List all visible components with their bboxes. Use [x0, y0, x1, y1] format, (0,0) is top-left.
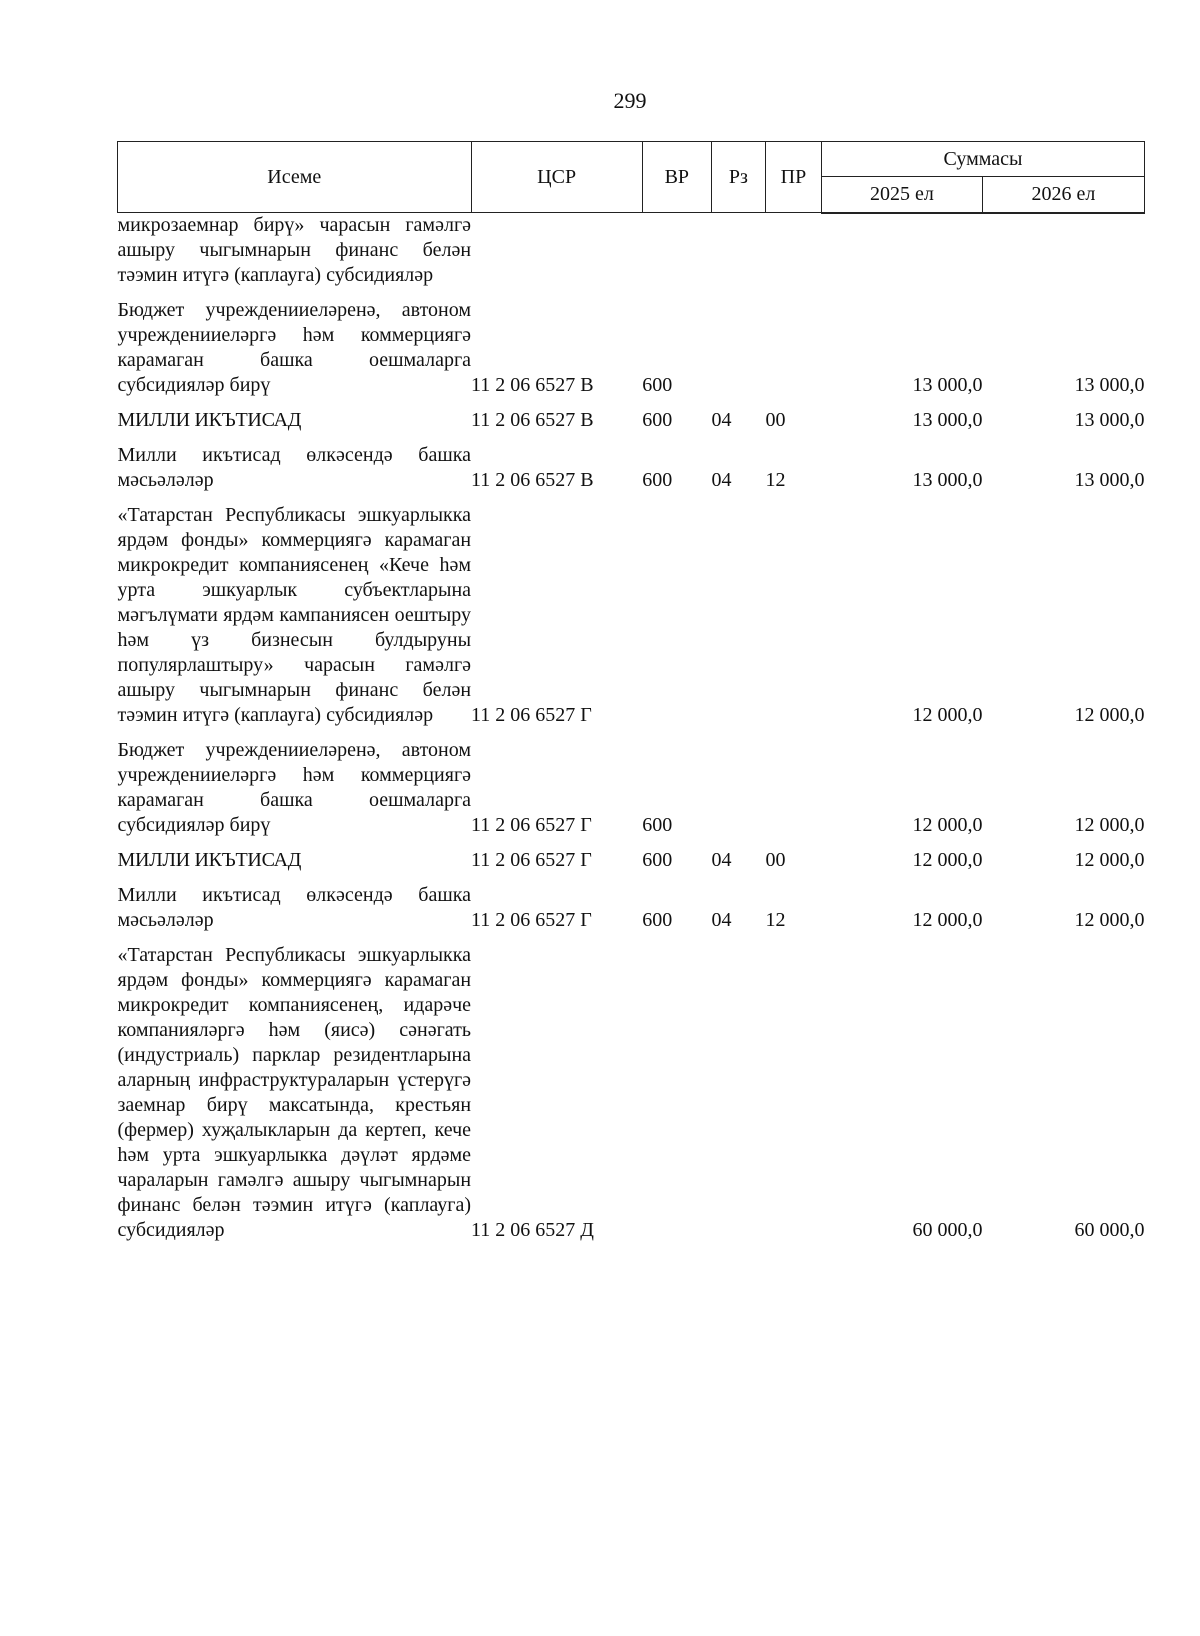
row-name: Бюджет учрежденииеләренә, автоном учрежденииеләргә һәм коммерциягә карамаган башка оешмаларга субсидияләр бирү: [117, 299, 472, 396]
row-csr: 11 2 06 6527 В: [471, 374, 594, 396]
row-vr: 600: [642, 469, 673, 491]
row-sum-2025: 12 000,0: [912, 849, 983, 871]
header-year-2025: 2025 ел: [821, 177, 982, 213]
row-sum-2025: 12 000,0: [912, 909, 983, 931]
row-rz: [711, 213, 765, 294]
row-pr: [765, 498, 821, 733]
row-sum-2026: 13 000,0: [1074, 374, 1145, 396]
row-csr: 11 2 06 6527 Г: [471, 704, 592, 726]
table-row: [118, 843, 1145, 878]
table-row: [118, 498, 1145, 733]
row-pr: 00: [765, 409, 786, 431]
table-row: [118, 733, 1145, 843]
header-pr: ПР: [765, 142, 821, 213]
row-pr: [765, 938, 821, 1248]
header-year-2026: 2026 ел: [982, 177, 1144, 213]
table-row: [118, 403, 1145, 438]
row-name: МИЛЛИ ИКЪТИСАД: [117, 849, 302, 871]
row-sum-2026: [982, 213, 1144, 294]
row-rz: [711, 938, 765, 1248]
table-row: [118, 438, 1145, 498]
header-rz: Рз: [711, 142, 765, 213]
row-sum-2026: 60 000,0: [1074, 1219, 1145, 1241]
header-vr: ВР: [642, 142, 711, 213]
header-csr: ЦСР: [471, 142, 642, 213]
row-vr: 600: [642, 409, 673, 431]
row-vr: 600: [642, 374, 673, 396]
row-rz: [711, 293, 765, 403]
row-pr: [765, 733, 821, 843]
row-sum-2026: 12 000,0: [1074, 704, 1145, 726]
row-sum-2026: 12 000,0: [1074, 909, 1145, 931]
budget-table: [117, 141, 1145, 1248]
row-sum-2025: 13 000,0: [912, 374, 983, 396]
row-csr: 11 2 06 6527 Д: [471, 1219, 594, 1241]
row-csr: 11 2 06 6527 Г: [471, 849, 592, 871]
row-vr: 600: [642, 814, 673, 836]
table-header: [118, 142, 1145, 213]
row-sum-2026: 13 000,0: [1074, 409, 1145, 431]
table-row: [118, 213, 1145, 294]
row-pr: 12: [765, 469, 786, 491]
row-csr: 11 2 06 6527 В: [471, 469, 594, 491]
header-name: Исеме: [118, 142, 472, 213]
table-body: [118, 213, 1145, 1249]
row-sum-2026: 13 000,0: [1074, 469, 1145, 491]
row-sum-2026: 12 000,0: [1074, 814, 1145, 836]
row-sum-2025: 13 000,0: [912, 409, 983, 431]
row-pr: 00: [765, 849, 786, 871]
table-row: [118, 293, 1145, 403]
row-name: Бюджет учрежденииеләренә, автоном учрежденииеләргә һәм коммерциягә карамаган башка оешмаларга субсидияләр бирү: [117, 739, 472, 836]
row-sum-2025: 13 000,0: [912, 469, 983, 491]
row-name: Милли икътисад өлкәсендә башка мәсьәләләр: [117, 444, 472, 491]
row-sum-2025: 12 000,0: [912, 814, 983, 836]
row-name: «Татарстан Республикасы эшкуарлыкка ярдәм фонды» коммерциягә карамаган микрокредит компаниясенең «Кече һәм урта эшкуарлык субъектларына мәгълүмати ярдәм кампаниясен оештыру һәм үз бизнесын булдыруны популярлаштыру» чарасын гамәлгә ашыру чыгымнарын финанс белән тәэмин итүгә (каплауга) субсидияләр: [117, 504, 472, 726]
row-name: МИЛЛИ ИКЪТИСАД: [117, 409, 302, 431]
page-number: 299: [613, 88, 647, 113]
row-sum-2026: 12 000,0: [1074, 849, 1145, 871]
row-vr: 600: [642, 909, 673, 931]
row-pr: [765, 293, 821, 403]
row-csr: 11 2 06 6527 Г: [471, 814, 592, 836]
row-vr: [642, 938, 711, 1248]
row-name: Милли икътисад өлкәсендә башка мәсьәләләр: [117, 884, 472, 931]
row-name: «Татарстан Республикасы эшкуарлыкка ярдәм фонды» коммерциягә карамаган микрокредит компаниясенең, идарәче компанияләргә һәм (яисә) сәнәгать (индустриаль) парклар резидентларына аларның инфраструктураларын үстерүгә заемнар бирү максатында, крестьян (фермер) хуҗалыкларын да кертеп, кече һәм урта эшкуарлыкка дәүләт ярдәме чараларын гамәлгә ашыру чыгымнарын финанс белән тәэмин итүгә (каплауга) субсидияләр: [117, 944, 472, 1241]
row-vr: 600: [642, 849, 673, 871]
row-csr: [471, 213, 642, 294]
row-csr: 11 2 06 6527 В: [471, 409, 594, 431]
row-pr: 12: [765, 909, 786, 931]
row-sum-2025: 60 000,0: [912, 1219, 983, 1241]
header-sum: Суммасы: [821, 142, 1144, 177]
row-sum-2025: [821, 213, 982, 294]
row-sum-2025: 12 000,0: [912, 704, 983, 726]
table-row: [118, 878, 1145, 938]
row-rz: [711, 733, 765, 843]
table-row: [118, 938, 1145, 1248]
row-csr: 11 2 06 6527 Г: [471, 909, 592, 931]
row-name: микрозаемнар бирү» чарасын гамәлгә ашыру чыгымнарын финанс белән тәэмин итүгә (каплауга) субсидияләр: [117, 214, 472, 286]
row-vr: [642, 498, 711, 733]
row-rz: 04: [711, 409, 732, 431]
row-vr: [642, 213, 711, 294]
row-rz: 04: [711, 909, 732, 931]
row-rz: [711, 498, 765, 733]
row-pr: [765, 213, 821, 294]
row-rz: 04: [711, 469, 732, 491]
row-rz: 04: [711, 849, 732, 871]
